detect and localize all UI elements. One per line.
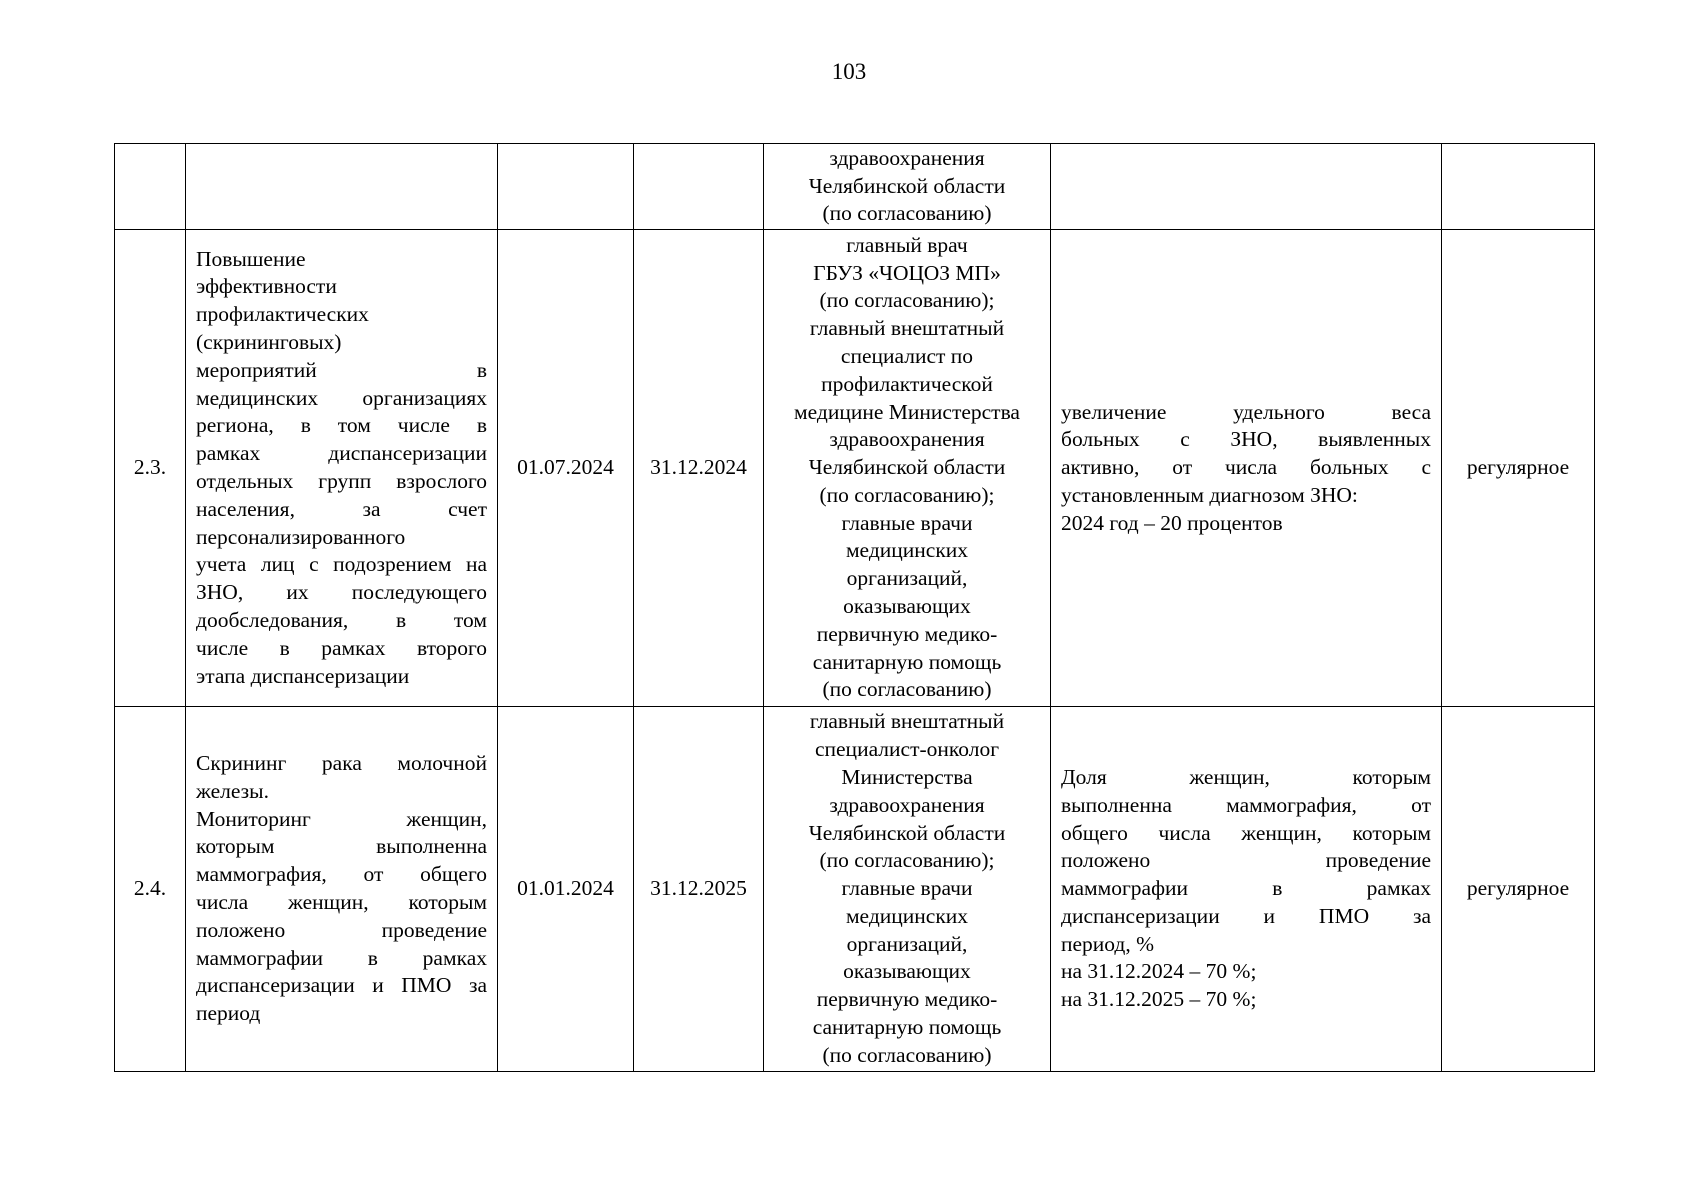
activity-line: медицинских организациях <box>196 385 487 410</box>
responsible-line: Челябинской области <box>808 455 1006 480</box>
activity-line: Мониторинг женщин, <box>196 806 487 831</box>
responsible-line: (по согласованию) <box>822 201 992 226</box>
activity-line: маммография, от общего <box>196 862 487 887</box>
end-date-cell: 31.12.2024 <box>634 230 764 707</box>
start-date-cell <box>498 144 634 230</box>
responsible-cell <box>764 707 1051 1072</box>
activity-line: Скрининг рака молочной <box>196 751 487 776</box>
activity-line: дообследования, в том <box>196 607 487 632</box>
responsible-line: специалист-онколог <box>814 737 1000 762</box>
frequency-cell <box>1442 144 1595 230</box>
result-line: общего числа женщин, которым <box>1061 820 1431 845</box>
activity-line: этапа диспансеризации <box>196 663 410 688</box>
responsible-line: главный врач <box>846 232 968 257</box>
activity-line: региона, в том числе в <box>196 413 487 438</box>
result-line: период, % <box>1061 931 1155 956</box>
result-cell <box>1051 230 1442 707</box>
activity-line: диспансеризации и ПМО за <box>196 973 487 998</box>
start-date-cell: 01.07.2024 <box>498 230 634 707</box>
activity-cell <box>186 230 498 707</box>
responsible-line: (по согласованию) <box>822 1042 992 1067</box>
responsible-line: оказывающих <box>843 594 971 619</box>
activity-line: числе в рамках второго <box>196 635 487 660</box>
end-date-cell: 31.12.2025 <box>634 707 764 1072</box>
row-number-cell: 2.3. <box>115 230 186 707</box>
responsible-line: санитарную помощь <box>812 649 1002 674</box>
responsible-line: ГБУЗ «ЧОЦОЗ МП» <box>813 260 1001 285</box>
result-line: на 31.12.2024 – 70 %; <box>1061 959 1257 984</box>
start-date-cell: 01.01.2024 <box>498 707 634 1072</box>
responsible-line: организаций, <box>846 566 968 591</box>
result-line: установленным диагнозом ЗНО: <box>1061 482 1358 507</box>
result-line: положено проведение <box>1061 848 1431 873</box>
activity-line: период <box>196 1001 261 1026</box>
responsible-line: (по согласованию); <box>819 848 995 873</box>
responsible-line: специалист по <box>840 343 974 368</box>
responsible-line: главный внештатный <box>809 709 1005 734</box>
responsible-cell <box>764 144 1051 230</box>
responsible-line: здравоохранения <box>829 792 985 817</box>
responsible-line: оказывающих <box>843 959 971 984</box>
activity-line: которым выполненна <box>196 834 487 859</box>
activity-line: учета лиц с подозрением на <box>196 552 487 577</box>
responsible-line: санитарную помощь <box>812 1015 1002 1040</box>
activity-line: ЗНО, их последующего <box>196 580 487 605</box>
activity-line: населения, за счет <box>196 496 487 521</box>
frequency-cell: регулярное <box>1442 230 1595 707</box>
result-line: увеличение удельного веса <box>1061 399 1431 424</box>
table-row-2-4 <box>115 707 1595 1072</box>
result-line: больных с ЗНО, выявленных <box>1061 427 1431 452</box>
responsible-line: Челябинской области <box>808 173 1006 198</box>
end-date-cell <box>634 144 764 230</box>
responsible-line: Министерства <box>841 764 973 789</box>
responsible-line: (по согласованию); <box>819 288 995 313</box>
result-line: выполненна маммография, от <box>1061 792 1431 817</box>
responsible-line: главные врачи <box>841 876 973 901</box>
activity-line: (скрининговых) <box>196 330 342 355</box>
page-number: 103 <box>831 59 867 84</box>
result-line: активно, от числа больных с <box>1061 455 1431 480</box>
activity-line: положено проведение <box>196 917 487 942</box>
result-line: диспансеризации и ПМО за <box>1061 903 1431 928</box>
result-line: 2024 год – 20 процентов <box>1061 510 1283 535</box>
responsible-line: первичную медико- <box>816 987 998 1012</box>
row-number-cell: 2.4. <box>115 707 186 1072</box>
responsible-line: медицинских <box>845 903 969 928</box>
activity-line: Повышение <box>196 246 306 271</box>
result-cell <box>1051 144 1442 230</box>
responsible-line: главный внештатный <box>809 316 1005 341</box>
responsible-line: первичную медико- <box>816 621 998 646</box>
responsible-line: медицине Министерства <box>794 399 1020 424</box>
activity-line: железы. <box>196 778 269 803</box>
activity-line: мероприятий в <box>196 357 487 382</box>
result-line: Доля женщин, которым <box>1061 764 1431 789</box>
responsible-line: (по согласованию); <box>819 482 995 507</box>
responsible-cell <box>764 230 1051 707</box>
activity-line: маммографии в рамках <box>196 945 487 970</box>
responsible-line: медицинских <box>845 538 969 563</box>
result-cell <box>1051 707 1442 1072</box>
plan-table <box>114 143 1595 1072</box>
frequency-cell: регулярное <box>1442 707 1595 1072</box>
responsible-line: организаций, <box>846 931 968 956</box>
row-number-cell <box>115 144 186 230</box>
result-line: маммографии в рамках <box>1061 876 1431 901</box>
table-row-2-3 <box>115 230 1595 707</box>
result-line: на 31.12.2025 – 70 %; <box>1061 987 1257 1012</box>
activity-line: числа женщин, которым <box>196 890 487 914</box>
responsible-line: Челябинской области <box>808 820 1006 845</box>
table-row-continuation <box>115 144 1595 230</box>
activity-cell <box>186 144 498 230</box>
activity-line: эффективности <box>196 274 337 299</box>
responsible-line: главные врачи <box>841 510 973 535</box>
activity-cell <box>186 707 498 1072</box>
responsible-line: здравоохранения <box>829 145 985 170</box>
responsible-line: профилактической <box>821 371 993 396</box>
activity-line: рамках диспансеризации <box>196 441 487 466</box>
activity-line: персонализированного <box>196 524 406 549</box>
responsible-line: (по согласованию) <box>822 677 992 702</box>
activity-line: отдельных групп взрослого <box>196 469 487 493</box>
responsible-line: здравоохранения <box>829 427 985 452</box>
activity-line: профилактических <box>196 302 369 327</box>
